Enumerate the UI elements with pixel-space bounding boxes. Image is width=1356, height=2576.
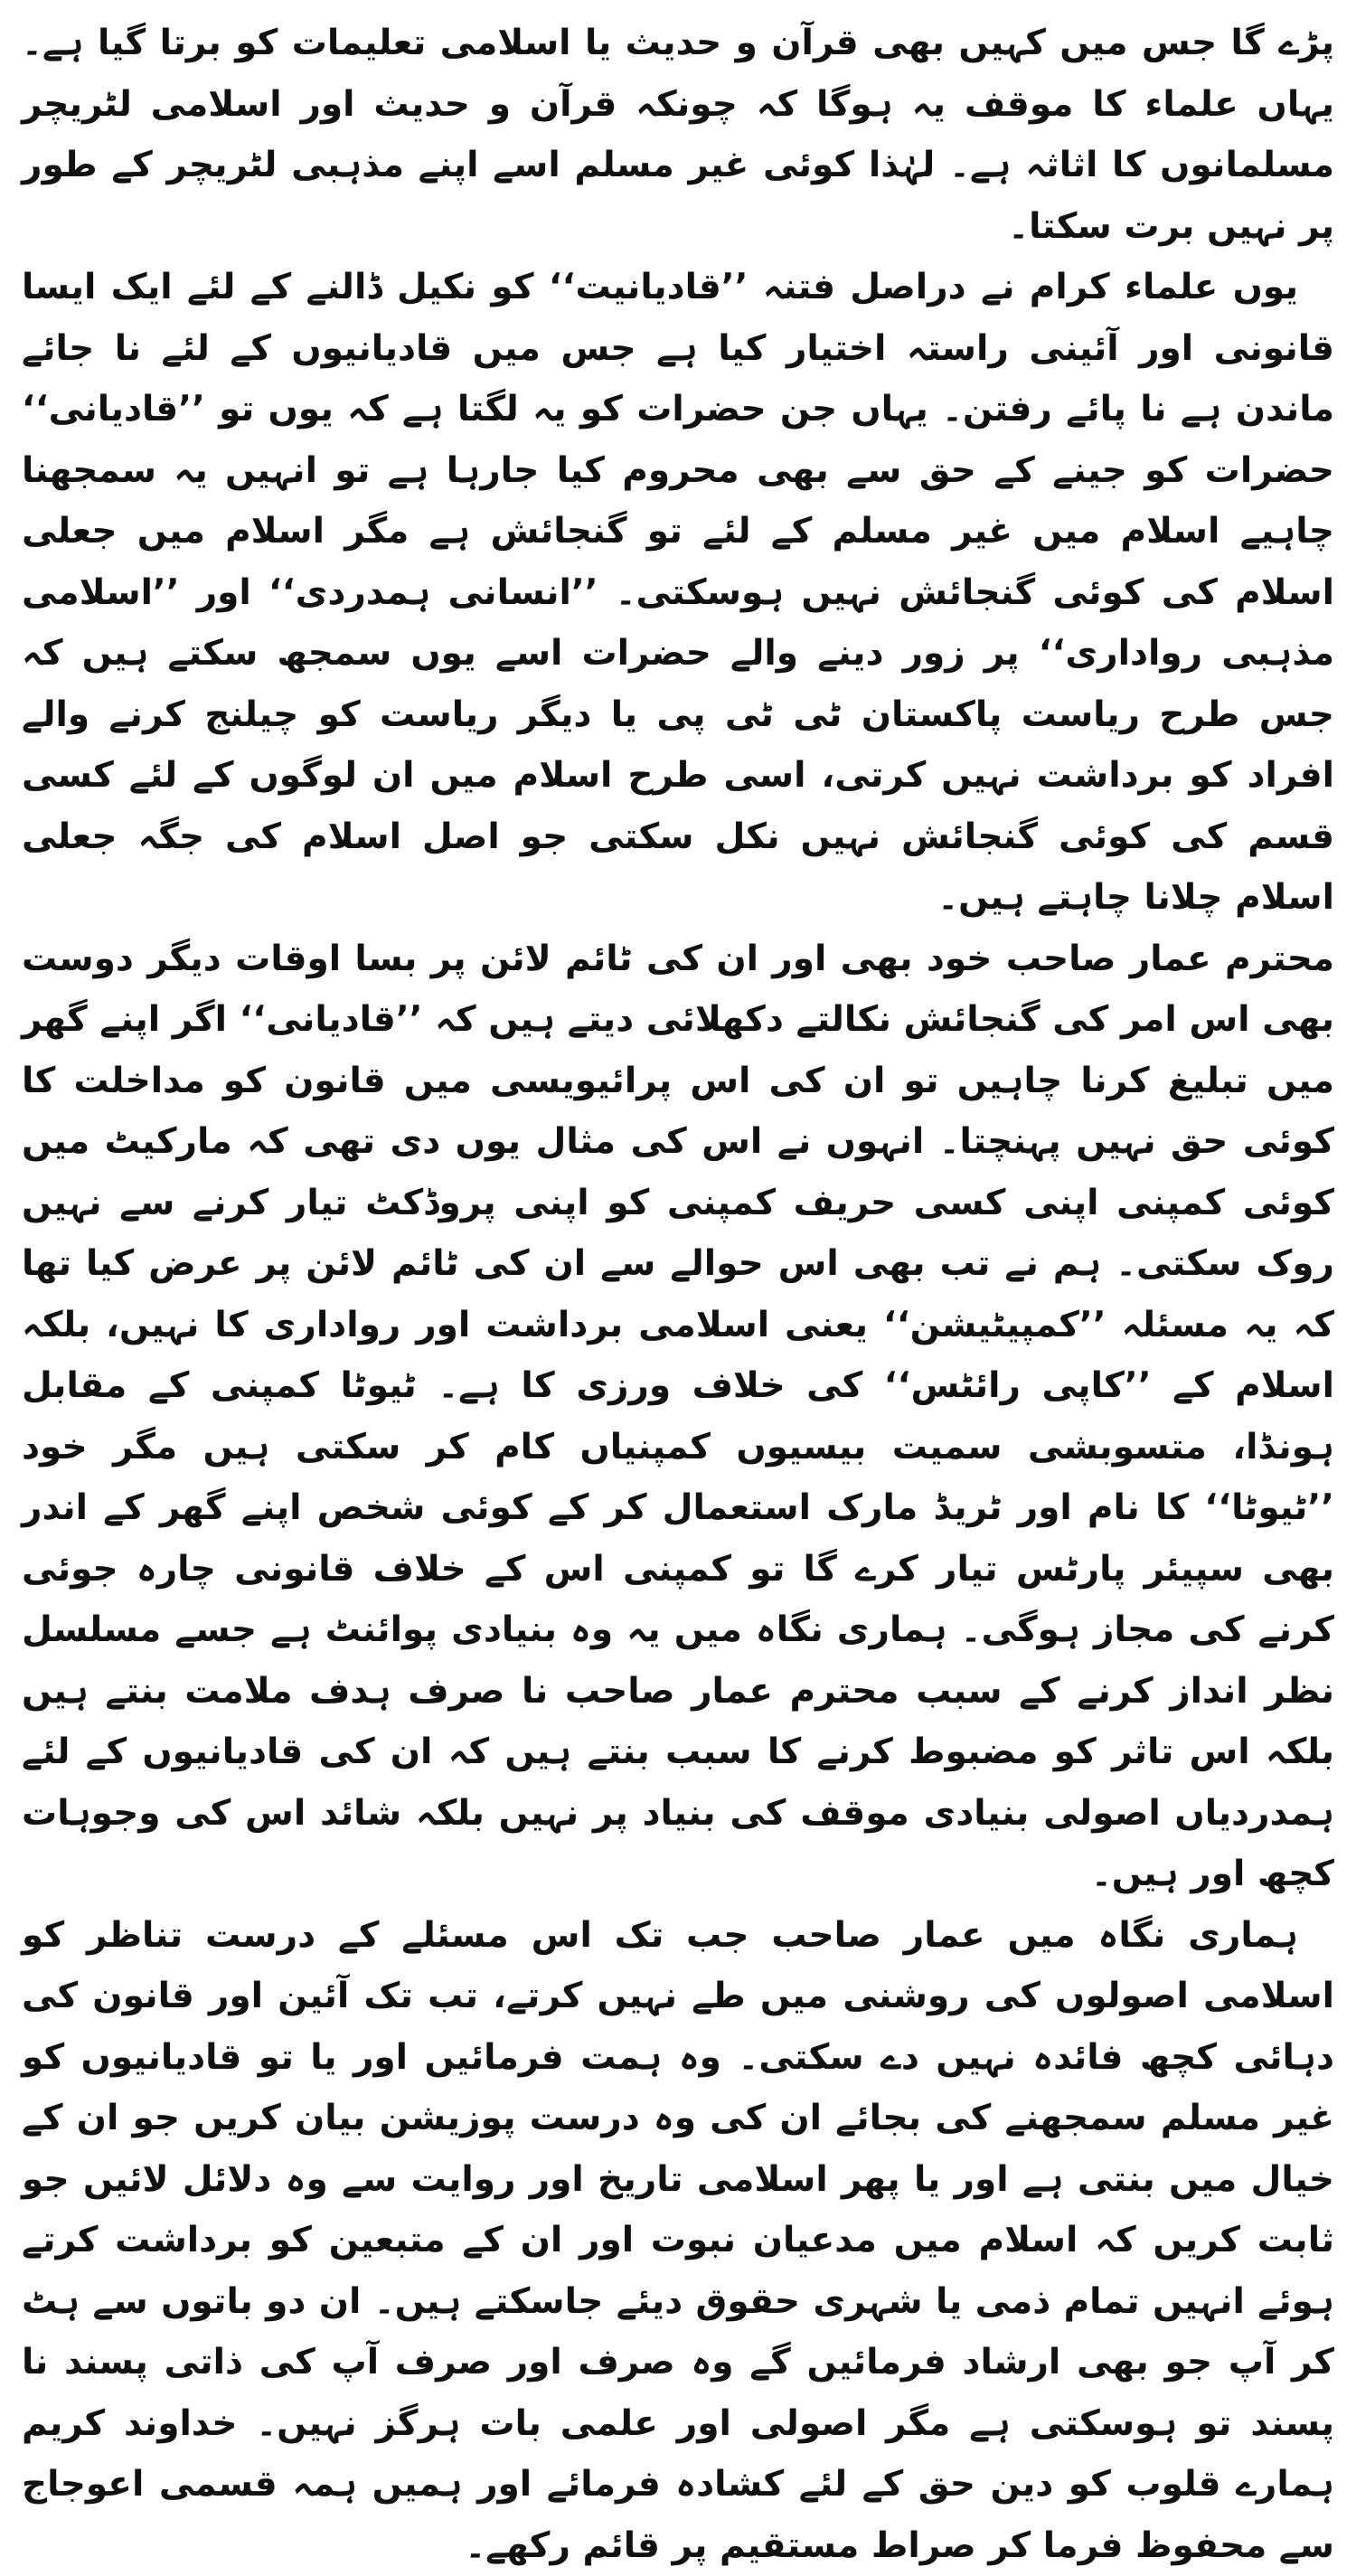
paragraph-4: ہماری نگاہ میں عمار صاحب جب تک اس مسئلے کے درست تناظر کو اسلامی اصولوں کی روشنی میں طے نہیں کرتے، تب تک آئین اور قانون کی دہائی کچھ فائدہ نہیں دے سکتی۔ وہ ہمت فرمائیں اور یا تو قادیانیوں کو غیر مسلم سمجھنے کی بجائے ان کی وہ درست پوزیشن بیان کریں جو ان کے خیال میں بنتی ہے اور یا پھر اسلامی تاریخ اور روایت سے وہ دلائل لائیں جو ثابت کریں کہ اسلام میں مدعیان نبوت اور ان کے متبعین کو برداشت کرتے ہوئے انہیں تمام ذمی یا شہری حقوق دیئے جاسکتے ہیں۔ ان دو باتوں سے ہٹ کر آپ جو بھی ارشاد فرمائیں گے وہ صرف اور صرف آپ کی ذاتی پسند نا پسند تو ہوسکتی ہے مگر اصولی اور علمی بات ہرگز نہیں۔ خداوند کریم ہمارے قلوب کو دین حق کے لئے کشادہ فرمائے اور ہمیں ہمہ قسمی اعوجاج سے محفوظ فرما کر صراط مستقیم پر قائم رکھے۔ bbox=[22, 1905, 1334, 2576]
newspaper-page bbox=[22, 13, 1334, 2067]
paragraph-3: محترم عمار صاحب خود بھی اور ان کی ٹائم لائن پر بسا اوقات دیگر دوست بھی اس امر کی گنجائش نکالتے دکھلائی دیتے ہیں کہ ’’قادیانی‘‘ اگر اپنے گھر میں تبلیغ کرنا چاہیں تو ان کی اس پرائیویسی میں قانون کو مداخلت کا کوئی حق نہیں پہنچتا۔ انہوں نے اس کی مثال یوں دی تھی کہ مارکیٹ میں کوئی کمپنی اپنی کسی حریف کمپنی کو اپنی پروڈکٹ تیار کرنے سے نہیں روک سکتی۔ ہم نے تب بھی اس حوالے سے ان کی ٹائم لائن پر عرض کیا تھا کہ یہ مسئلہ ’’کمپیٹیشن‘‘ یعنی اسلامی برداشت اور رواداری کا نہیں، بلکہ اسلام کے ’’کاپی رائٹس‘‘ کی خلاف ورزی کا ہے۔ ٹیوٹا کمپنی کے مقابل ہونڈا، متسوبشی سمیت بیسیوں کمپنیاں کام کر سکتی ہیں مگر خود ’’ٹیوٹا‘‘ کا نام اور ٹریڈ مارک استعمال کر کے کوئی شخص اپنے گھر کے اندر بھی سپیئر پارٹس تیار کرے گا تو کمپنی اس کے خلاف قانونی چارہ جوئی کرنے کی مجاز ہوگی۔ ہماری نگاہ میں یہ وہ بنیادی پوائنٹ ہے جسے مسلسل نظر انداز کرنے کے سبب محترم عمار صاحب نا صرف ہدف ملامت بنتے ہیں بلکہ اس تاثر کو مضبوط کرنے کا سبب بنتے ہیں کہ ان کی قادیانیوں کے لئے ہمدردیاں اصولی بنیادی موقف کی بنیاد پر نہیں بلکہ شائد اس کی وجوہات کچھ اور ہیں۔ bbox=[22, 929, 1334, 1905]
paragraph-1: پڑے گا جس میں کہیں بھی قرآن و حدیث یا اسلامی تعلیمات کو برتا گیا ہے۔ یہاں علماء کا موقف یہ ہوگا کہ چونکہ قرآن و حدیث اور اسلامی لٹریچر مسلمانوں کا اثاثہ ہے۔ لہٰذا کوئی غیر مسلم اسے اپنے مذہبی لٹریچر کے طور پر نہیں برت سکتا۔ bbox=[22, 13, 1334, 257]
urdu-article-body bbox=[22, 13, 1334, 2576]
paragraph-2: یوں علماء کرام نے دراصل فتنہ ’’قادیانیت‘‘ کو نکیل ڈالنے کے لئے ایک ایسا قانونی اور آئینی راستہ اختیار کیا ہے جس میں قادیانیوں کے لئے نا جائے ماندن ہے نا پائے رفتن۔ یہاں جن حضرات کو یہ لگتا ہے کہ یوں تو ’’قادیانی‘‘ حضرات کو جینے کے حق سے بھی محروم کیا جارہا ہے تو انہیں یہ سمجھنا چاہیے اسلام میں غیر مسلم کے لئے تو گنجائش ہے مگر اسلام میں جعلی اسلام کی کوئی گنجائش نہیں ہوسکتی۔ ’’انسانی ہمدردی‘‘ اور ’’اسلامی مذہبی رواداری‘‘ پر زور دینے والے حضرات اسے یوں سمجھ سکتے ہیں کہ جس طرح ریاست پاکستان ٹی ٹی پی یا دیگر ریاست کو چیلنج کرنے والے افراد کو برداشت نہیں کرتی، اسی طرح اسلام میں ان لوگوں کے لئے کسی قسم کی کوئی گنجائش نہیں نکل سکتی جو اصل اسلام کی جگہ جعلی اسلام چلانا چاہتے ہیں۔ bbox=[22, 257, 1334, 929]
